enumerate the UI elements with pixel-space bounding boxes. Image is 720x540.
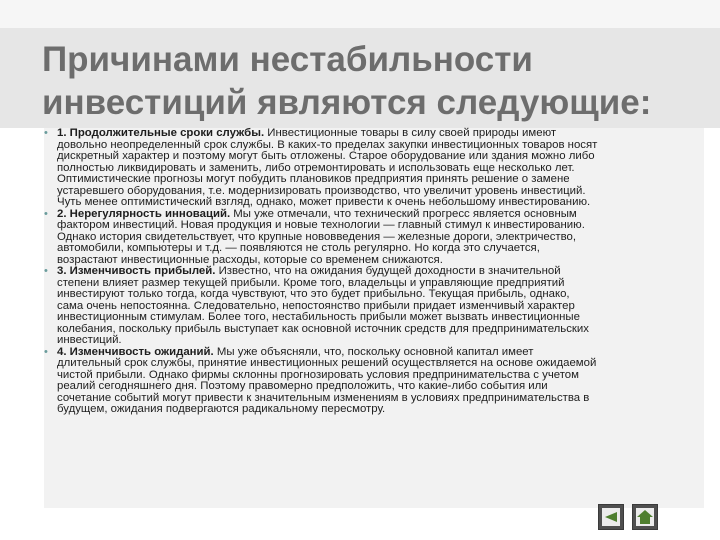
slide-title-line: Причинами нестабильности [42,40,533,79]
bullet-line: реалий сегодняшнего дня. Поэтому правомерно предположить, что какие-либо события или [57,380,548,392]
bullet-line: дискретный характер и поэтому могут быть отложены. Старое оборудование или здания можно либо [57,150,595,162]
bullet-dot-icon: • [44,345,48,358]
bullet-line: будущем, ожидания подвергаются радикальному пересмотру. [57,403,386,415]
bullet-line: Чуть менее оптимистический взгляд, однако, может привести к очень небольшому инвестированию. [57,196,591,208]
bullet-list [44,128,704,416]
bullet-heading: 3. Изменчивость прибылей. [57,265,216,277]
bullet-line: инвестиций. [57,334,122,346]
top-bar [0,0,720,28]
bullet-heading: 1. Продолжительные сроки службы. [57,127,265,139]
bullet-item [44,266,704,347]
bullet-line: сама очень непостоянна. Следовательно, непостоянство прибыли придает изменчивый характер [57,299,575,312]
content-area [44,128,704,508]
bullet-line: длительный срок службы, принятие инвестиционных решений осуществляется на основе ожидаемой [57,357,597,369]
bullet-item [44,209,704,267]
bullet-heading: 4. Изменчивость ожиданий. [57,345,214,358]
bullet-dot-icon: • [44,207,48,220]
bullet-line: Однако история свидетельствует, что крупные нововведения — железные дороги, электричество, [57,230,577,243]
bullet-line: возрастают инвестиционные расходы, которые со временем снижаются. [57,253,443,266]
bullet-dot-icon: • [44,127,48,139]
bullet-line: степени влияет размер текущей прибыли. Кроме того, владельцы и управляющие предприятий [57,276,565,289]
bullet-line: довольно неопределенный срок службы. В каких-то пределах закупки инвестиционных товаров носят [57,138,598,151]
bullet-line [57,128,704,140]
last-slide-button[interactable] [632,504,658,530]
home-button[interactable] [598,504,624,530]
slide-title [42,38,702,124]
bullet-text: Мы уже объясняли, что, поскольку основной капитал имеет [213,345,534,358]
bullet-text: Мы уже отмечали, что технический прогресс является основным [230,207,577,220]
bullet-item [44,347,704,416]
bullet-line: устаревшего оборудования, т.е. модернизировать производство, что увеличит уровень инвестиций. [57,184,586,197]
bullet-line: автомобили, компьютеры и т.д. — появляются не столь регулярно. Но когда это случается, [57,242,540,254]
bullet-line: колебания, поскольку прибыль выступает как основной источник средств для предпринимательских [57,322,589,335]
slide-title-line: инвестиций являются следующие: [42,83,652,122]
bullet-text: Инвестиционные товары в силу своей природы имеют [264,127,557,139]
bullet-line: чистой прибыли. Однако фирмы склонны прогнозировать условия предпринимательства с учетом [57,368,579,381]
bullet-line [57,266,704,278]
bullet-line: Оптимистические прогнозы могут побудить плановиков предприятия принять решение о замене [57,173,570,185]
bullet-line: инвестиционным стимулам. Более того, нестабильность прибыли может вызвать инвестиционные [57,311,580,323]
bullet-line: инвестируют только тогда, когда чувствуют, что это будет прибыльно. Текущая прибыль, однако, [57,288,570,300]
bullet-text: Известно, что на ожидания будущей доходности в значительной [215,265,561,277]
bullet-line: фактором инвестиций. Новая продукция и новые технологии — главный стимул к инвестированию. [57,219,585,231]
last-slide-icon [633,505,657,529]
home-icon [599,505,623,529]
bullet-line: сочетание событий могут привести к значительным изменениям в условиях предпринимательства в [57,391,590,404]
bullet-item [44,128,704,209]
bullet-heading: 2. Нерегулярность инноваций. [57,207,231,220]
bullet-line: полностью ликвидировать и заменить, либо отремонтировать и использовать еще несколько лет. [57,161,575,174]
bullet-dot-icon: • [44,265,48,277]
